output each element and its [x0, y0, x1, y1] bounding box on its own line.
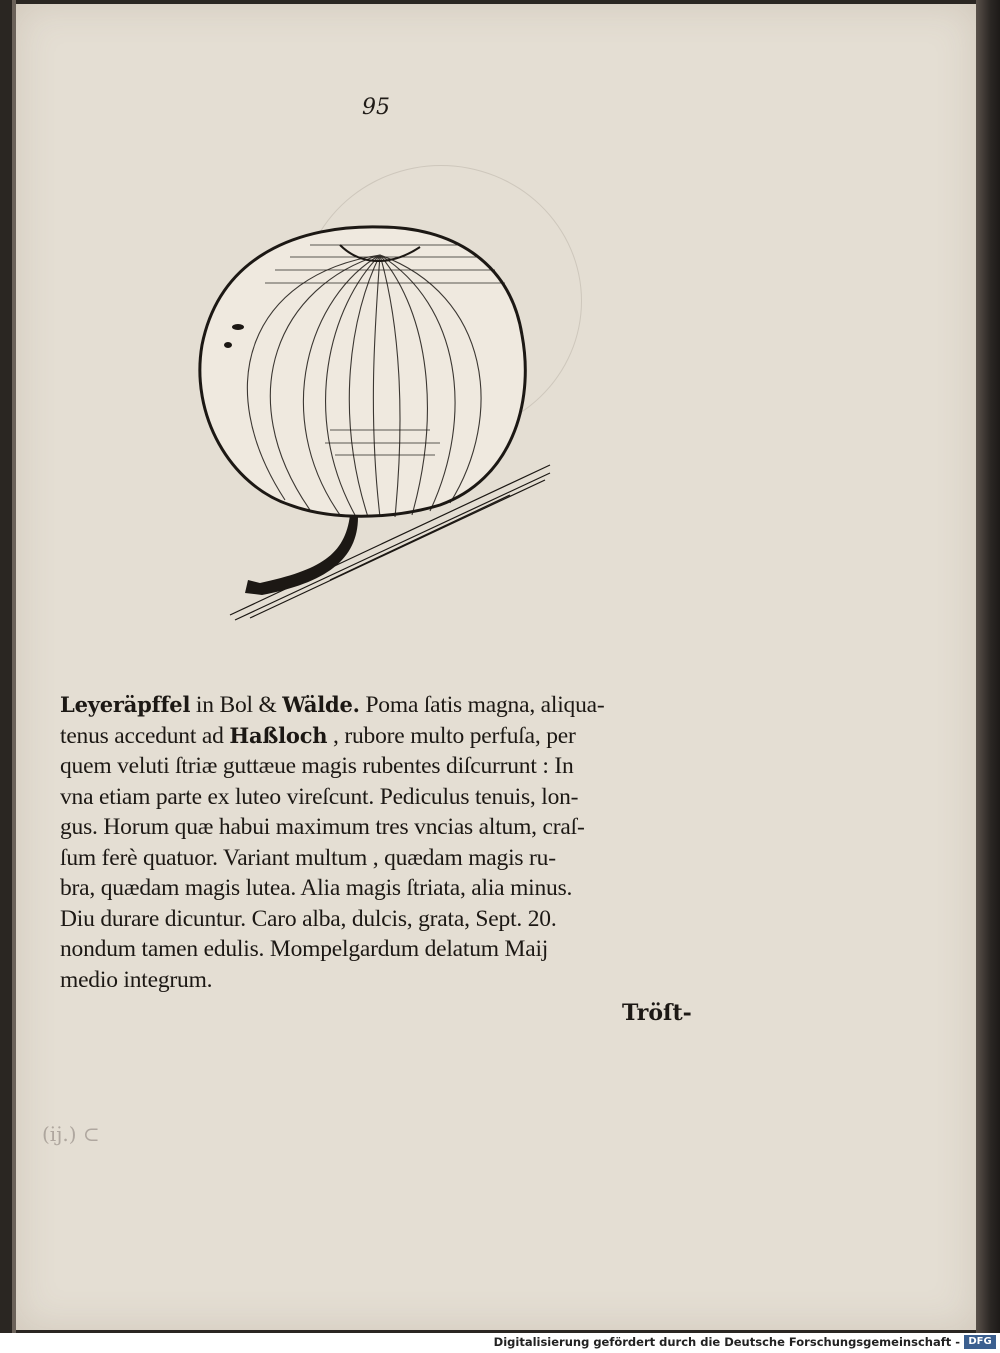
blackletter-place: Haßloch [229, 722, 328, 748]
text-line [60, 721, 710, 752]
text-line: nondum tamen edulis. Mompelgardum delatum Maij [60, 936, 549, 962]
bleed-through-mark: (ij.) ⊂ [42, 1122, 100, 1146]
text-span: , rubore multo perfuſa, per [327, 722, 576, 749]
text-line: vna etiam parte ex luteo vireſcunt. Pediculus tenuis, lon- [60, 783, 579, 810]
page-number: 95 [362, 95, 390, 120]
blackletter-place: Wälde. [282, 692, 360, 717]
catchword: Tröſt- [622, 1000, 692, 1026]
description-text [60, 690, 710, 995]
text-line: Diu durare dicuntur. Caro alba, dulcis, grata, Sept. 20. [60, 905, 557, 932]
text-line: quem veluti ſtriæ guttæue magis rubentes diſcurrunt : In [60, 753, 574, 779]
text-line: ſum ferè quatuor. Variant multum , quædam magis ru- [60, 844, 556, 871]
text-span: tenus accedunt ad [60, 722, 230, 749]
text-line: medio integrum. [60, 966, 213, 993]
text-span: in Bol & [190, 692, 283, 718]
text-line [60, 690, 710, 721]
page-edge [976, 0, 1000, 1333]
blackletter-name: Leyeräpffel [60, 692, 191, 717]
text-line: bra, quædam magis lutea. Alia magis ſtriata, alia minus. [60, 875, 573, 901]
footer-bar [0, 1333, 1000, 1353]
text-line: gus. Horum quæ habui maximum tres vncias altum, craſ- [60, 814, 585, 840]
dfg-logo[interactable]: DFG [964, 1335, 996, 1349]
funding-credit: Digitalisierung gefördert durch die Deutsche Forschungsgemeinschaft - [493, 1335, 960, 1349]
text-span: Poma ſatis magna, aliqua- [359, 692, 605, 718]
apple-woodcut-icon [190, 215, 570, 635]
